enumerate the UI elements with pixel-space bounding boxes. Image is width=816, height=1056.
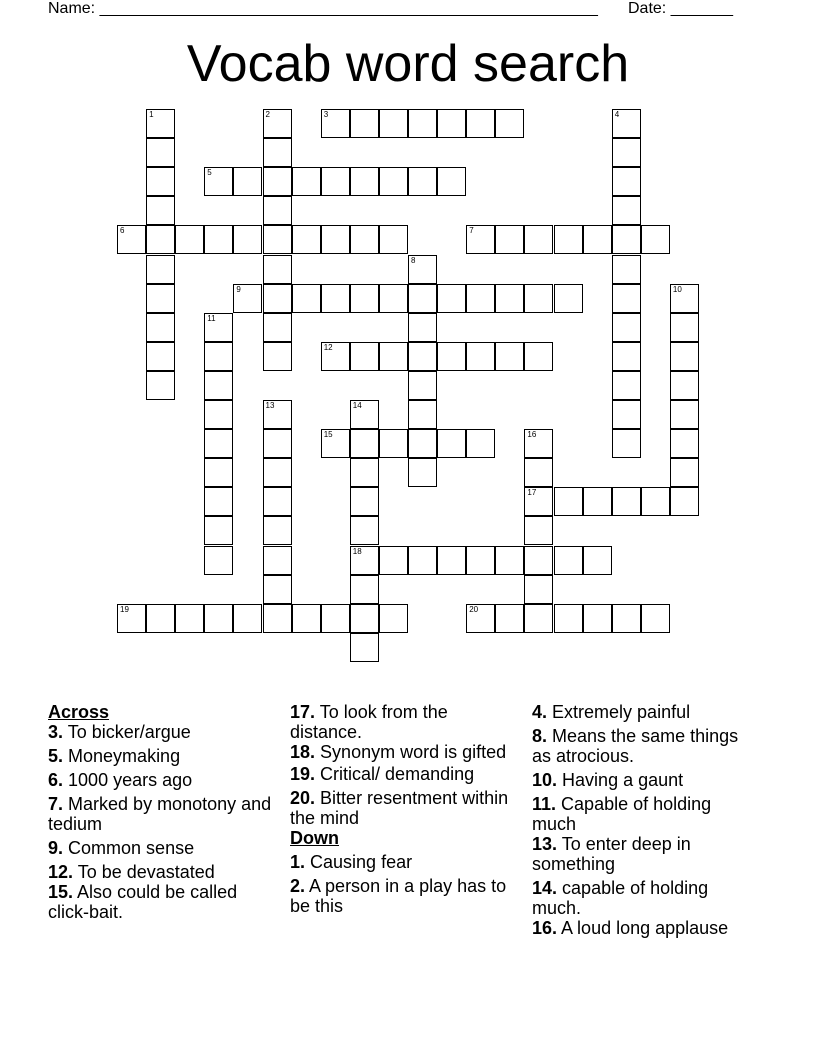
grid-cell[interactable] xyxy=(524,284,553,313)
grid-cell[interactable] xyxy=(204,458,233,487)
grid-cell[interactable] xyxy=(350,487,379,516)
across-clue: 12. To be devastated xyxy=(48,862,215,882)
clue-number: 10 xyxy=(672,284,682,294)
clue-number: 18 xyxy=(352,546,362,556)
grid-cell[interactable] xyxy=(263,516,292,545)
grid-cell[interactable] xyxy=(554,604,583,633)
grid-cell[interactable] xyxy=(379,546,408,575)
grid-cell[interactable] xyxy=(204,313,233,342)
grid-cell[interactable] xyxy=(292,604,321,633)
clue-number: 16 xyxy=(527,430,537,440)
clue-number: 12 xyxy=(323,342,333,352)
grid-cell[interactable] xyxy=(437,109,466,138)
grid-cell[interactable] xyxy=(670,313,699,342)
grid-cell[interactable] xyxy=(263,109,292,138)
down-heading: Down xyxy=(290,828,339,848)
grid-cell[interactable] xyxy=(466,604,495,633)
clue-number: 19 xyxy=(120,604,129,614)
grid-cell[interactable] xyxy=(321,284,350,313)
grid-cell[interactable] xyxy=(146,284,175,313)
grid-cell[interactable] xyxy=(641,487,670,516)
grid-cell[interactable] xyxy=(263,313,292,342)
grid-cell[interactable] xyxy=(437,284,466,313)
clue-number: 6 xyxy=(120,226,125,236)
across-clue: 6. 1000 years ago xyxy=(48,770,193,790)
grid-cell[interactable] xyxy=(583,487,612,516)
down-clue: 16. A loud long applause xyxy=(532,918,729,938)
grid-cell[interactable] xyxy=(350,458,379,487)
clue-number: 17 xyxy=(527,488,537,498)
grid-cell[interactable] xyxy=(117,225,146,254)
grid-cell[interactable] xyxy=(524,458,553,487)
grid-cell[interactable] xyxy=(350,109,379,138)
across-clue: 3. To bicker/argue xyxy=(48,722,191,742)
grid-cell[interactable] xyxy=(175,604,204,633)
grid-cell[interactable] xyxy=(554,487,583,516)
grid-cell[interactable] xyxy=(437,546,466,575)
grid-cell[interactable] xyxy=(379,604,408,633)
grid-cell[interactable] xyxy=(670,342,699,371)
grid-cell[interactable] xyxy=(321,604,350,633)
grid-cell[interactable] xyxy=(524,429,553,458)
grid-cell[interactable] xyxy=(583,604,612,633)
grid-cell[interactable] xyxy=(263,225,292,254)
grid-cell[interactable] xyxy=(670,284,699,313)
clues-column-3 xyxy=(532,702,757,942)
grid-cell[interactable] xyxy=(466,342,495,371)
grid-cell[interactable] xyxy=(612,284,641,313)
grid-cell[interactable] xyxy=(350,546,379,575)
clue-number: 2 xyxy=(265,110,270,119)
grid-cell[interactable] xyxy=(350,400,379,429)
grid-cell[interactable] xyxy=(641,225,670,254)
grid-cell[interactable] xyxy=(146,371,175,400)
grid-cell[interactable] xyxy=(612,429,641,458)
grid-cell[interactable] xyxy=(117,604,146,633)
clue-number: 9 xyxy=(236,284,241,294)
grid-cell[interactable] xyxy=(466,546,495,575)
grid-cell[interactable] xyxy=(466,225,495,254)
grid-cell[interactable] xyxy=(263,400,292,429)
grid-cell[interactable] xyxy=(408,255,437,284)
grid-cell[interactable] xyxy=(204,429,233,458)
grid-cell[interactable] xyxy=(146,196,175,225)
grid-cell[interactable] xyxy=(379,342,408,371)
grid-cell[interactable] xyxy=(408,284,437,313)
grid-cell[interactable] xyxy=(146,225,175,254)
grid-cell[interactable] xyxy=(495,604,524,633)
grid-cell[interactable] xyxy=(321,167,350,196)
grid-cell[interactable] xyxy=(524,575,553,604)
grid-cell[interactable] xyxy=(379,284,408,313)
grid-cell[interactable] xyxy=(263,138,292,167)
across-clue: 19. Critical/ demanding xyxy=(290,764,475,784)
grid-cell[interactable] xyxy=(175,225,204,254)
grid-cell[interactable] xyxy=(350,225,379,254)
clue-number: 4 xyxy=(614,110,620,119)
grid-cell[interactable] xyxy=(583,225,612,254)
grid-cell[interactable] xyxy=(670,371,699,400)
grid-cell[interactable] xyxy=(263,255,292,284)
down-clue: 13. To enter deep in something xyxy=(532,834,691,874)
grid-cell[interactable] xyxy=(583,546,612,575)
grid-cell[interactable] xyxy=(612,604,641,633)
down-clue: 8. Means the same things as atrocious. xyxy=(532,726,739,766)
date-field-label: Date: _______ xyxy=(628,0,733,17)
grid-cell[interactable] xyxy=(612,196,641,225)
grid-cell[interactable] xyxy=(495,546,524,575)
grid-cell[interactable] xyxy=(408,371,437,400)
clue-number: 15 xyxy=(323,430,333,440)
down-clue: 2. A person in a play has to be this xyxy=(290,876,507,916)
grid-cell[interactable] xyxy=(466,429,495,458)
grid-cell[interactable] xyxy=(612,313,641,342)
grid-cell[interactable] xyxy=(670,429,699,458)
down-clue: 14. capable of holding much. xyxy=(532,878,709,918)
grid-cell[interactable] xyxy=(612,225,641,254)
grid-cell[interactable] xyxy=(204,604,233,633)
down-clue: 4. Extremely painful xyxy=(532,702,691,722)
grid-cell[interactable] xyxy=(146,313,175,342)
grid-cell[interactable] xyxy=(612,167,641,196)
clue-number: 11 xyxy=(207,313,216,323)
grid-cell[interactable] xyxy=(612,400,641,429)
down-clue: 10. Having a gaunt xyxy=(532,770,684,790)
clue-number: 20 xyxy=(469,604,479,614)
grid-cell[interactable] xyxy=(233,225,262,254)
grid-cell[interactable] xyxy=(233,284,262,313)
clue-number: 8 xyxy=(411,255,416,265)
clues-column-1 xyxy=(48,702,273,926)
grid-cell[interactable] xyxy=(466,284,495,313)
grid-cell[interactable] xyxy=(146,167,175,196)
grid-cell[interactable] xyxy=(641,604,670,633)
across-clue: 15. Also could be called click-bait. xyxy=(48,882,238,922)
down-clue: 1. Causing fear xyxy=(290,852,413,872)
grid-cell[interactable] xyxy=(466,109,495,138)
grid-cell[interactable] xyxy=(146,604,175,633)
grid-cell[interactable] xyxy=(292,225,321,254)
grid-cell[interactable] xyxy=(437,429,466,458)
grid-cell[interactable] xyxy=(350,342,379,371)
grid-cell[interactable] xyxy=(612,342,641,371)
across-clue: 5. Moneymaking xyxy=(48,746,181,766)
grid-cell[interactable] xyxy=(612,255,641,284)
grid-cell[interactable] xyxy=(612,371,641,400)
clue-number: 5 xyxy=(207,168,212,178)
clue-number: 13 xyxy=(265,401,275,410)
grid-cell[interactable] xyxy=(263,429,292,458)
grid-cell[interactable] xyxy=(612,138,641,167)
grid-cell[interactable] xyxy=(408,429,437,458)
across-clue: 9. Common sense xyxy=(48,838,195,858)
grid-cell[interactable] xyxy=(524,342,553,371)
grid-cell[interactable] xyxy=(524,225,553,254)
grid-cell[interactable] xyxy=(495,225,524,254)
across-clue: 7. Marked by monotony and tedium xyxy=(48,794,272,834)
grid-cell[interactable] xyxy=(437,167,466,196)
grid-cell[interactable] xyxy=(204,516,233,545)
grid-cell[interactable] xyxy=(554,284,583,313)
grid-cell[interactable] xyxy=(408,109,437,138)
grid-cell[interactable] xyxy=(524,546,553,575)
clue-number: 14 xyxy=(352,401,362,410)
grid-cell[interactable] xyxy=(554,546,583,575)
page-title: Vocab word search xyxy=(186,35,630,93)
clue-number: 3 xyxy=(323,110,329,119)
grid-cell[interactable] xyxy=(204,546,233,575)
grid-cell[interactable] xyxy=(146,109,175,138)
grid-cell[interactable] xyxy=(408,167,437,196)
grid-cell[interactable] xyxy=(350,633,379,662)
grid-cell[interactable] xyxy=(408,342,437,371)
grid-cell[interactable] xyxy=(204,342,233,371)
clue-number: 7 xyxy=(469,226,474,236)
grid-cell[interactable] xyxy=(263,604,292,633)
grid-cell[interactable] xyxy=(263,196,292,225)
clue-number: 1 xyxy=(149,110,154,119)
grid-cell[interactable] xyxy=(408,400,437,429)
grid-cell[interactable] xyxy=(263,575,292,604)
grid-cell[interactable] xyxy=(524,516,553,545)
grid-cell[interactable] xyxy=(495,284,524,313)
grid-cell[interactable] xyxy=(350,284,379,313)
across-clue: 18. Synonym word is gifted xyxy=(290,742,507,762)
across-clue: 20. Bitter resentment within the mind xyxy=(290,788,509,828)
grid-cell[interactable] xyxy=(146,255,175,284)
clues-column-2 xyxy=(290,702,515,920)
grid-cell[interactable] xyxy=(408,313,437,342)
grid-cell[interactable] xyxy=(321,109,350,138)
grid-cell[interactable] xyxy=(554,225,583,254)
grid-cell[interactable] xyxy=(233,167,262,196)
grid-cell[interactable] xyxy=(204,225,233,254)
grid-cell[interactable] xyxy=(233,604,262,633)
grid-cell[interactable] xyxy=(263,458,292,487)
grid-cell[interactable] xyxy=(437,342,466,371)
grid-cell[interactable] xyxy=(146,342,175,371)
grid-cell[interactable] xyxy=(379,109,408,138)
grid-cell[interactable] xyxy=(350,604,379,633)
grid-cell[interactable] xyxy=(350,167,379,196)
grid-cell[interactable] xyxy=(263,342,292,371)
grid-cell[interactable] xyxy=(612,487,641,516)
grid-cell[interactable] xyxy=(495,342,524,371)
grid-cell[interactable] xyxy=(408,458,437,487)
grid-cell[interactable] xyxy=(263,546,292,575)
name-field-label: Name: ________________________________________________________ xyxy=(48,0,598,17)
grid-cell[interactable] xyxy=(204,400,233,429)
grid-cell[interactable] xyxy=(146,138,175,167)
grid-cell[interactable] xyxy=(350,516,379,545)
grid-cell[interactable] xyxy=(350,429,379,458)
grid-cell[interactable] xyxy=(495,109,524,138)
grid-cell[interactable] xyxy=(670,458,699,487)
grid-cell[interactable] xyxy=(321,429,350,458)
grid-cell[interactable] xyxy=(670,400,699,429)
grid-cell[interactable] xyxy=(263,167,292,196)
grid-cell[interactable] xyxy=(612,109,641,138)
grid-cell[interactable] xyxy=(263,284,292,313)
grid-cell[interactable] xyxy=(321,225,350,254)
grid-cell[interactable] xyxy=(524,604,553,633)
grid-cell[interactable] xyxy=(263,487,292,516)
grid-cell[interactable] xyxy=(204,487,233,516)
across-clue: 17. To look from the distance. xyxy=(290,702,448,742)
grid-cell[interactable] xyxy=(292,167,321,196)
across-heading: Across xyxy=(48,702,110,722)
grid-cell[interactable] xyxy=(379,225,408,254)
grid-cell[interactable] xyxy=(524,487,553,516)
grid-cell[interactable] xyxy=(350,575,379,604)
grid-cell[interactable] xyxy=(408,546,437,575)
down-clue: 11. Capable of holding much xyxy=(532,794,712,834)
grid-cell[interactable] xyxy=(321,342,350,371)
grid-cell[interactable] xyxy=(670,487,699,516)
grid-cell[interactable] xyxy=(204,371,233,400)
grid-cell[interactable] xyxy=(379,429,408,458)
grid-cell[interactable] xyxy=(204,167,233,196)
grid-cell[interactable] xyxy=(292,284,321,313)
grid-cell[interactable] xyxy=(379,167,408,196)
